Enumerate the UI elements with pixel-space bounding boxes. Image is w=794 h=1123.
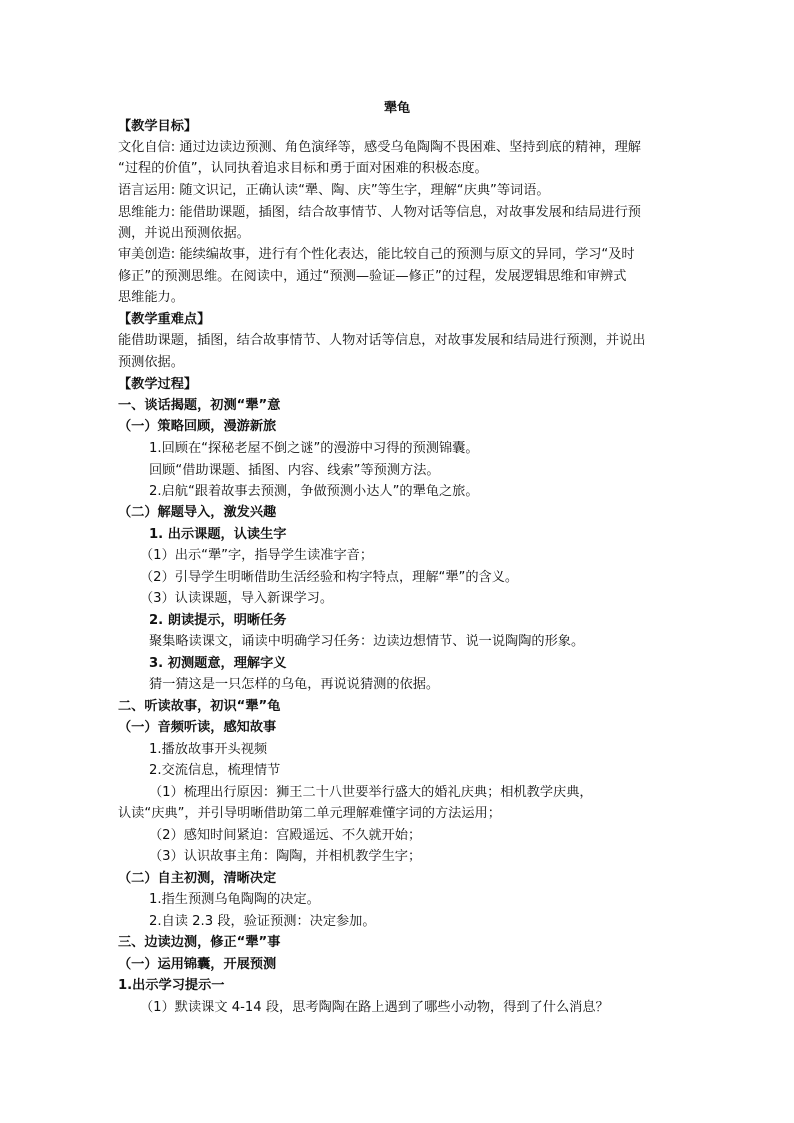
text-line: 2.交流信息，梳理情节	[149, 763, 281, 778]
section-heading-key-points: 【教学重难点】	[118, 312, 211, 327]
text-line: 审美创造: 能续编故事，进行有个性化表达，能比较自己的预测与原文的异同，学习“及时	[118, 247, 635, 262]
heading-level3: 2. 朗读提示，明晰任务	[149, 613, 287, 628]
text-line: （2）引导学生明晰借助生活经验和构字特点，理解“犟”的含义。	[140, 570, 519, 585]
text-line: 测，并说出预测依据。	[118, 226, 250, 241]
text-line: 1.指生预测乌龟陶陶的决定。	[149, 892, 320, 907]
heading-level2: （一）运用锦囊，开展预测	[118, 957, 277, 972]
text-line: （3）认读课题，导入新课学习。	[140, 591, 334, 606]
section-heading-process: 【教学过程】	[118, 377, 198, 392]
heading-level3: 3. 初测题意，理解字义	[149, 656, 287, 671]
text-line: 思维能力。	[118, 290, 184, 305]
section-heading-goals: 【教学目标】	[118, 119, 198, 134]
heading-level3: 1. 出示课题，认读生字	[149, 527, 287, 542]
text-line: 回顾“借助课题、插图、内容、线索”等预测方法。	[149, 463, 440, 478]
text-line: 1.回顾在“探秘老屋不倒之谜”的漫游中习得的预测锦囊。	[149, 441, 479, 456]
text-line: 能借助课题，插图，结合故事情节、人物对话等信息，对故事发展和结局进行预测，并说出	[118, 333, 646, 348]
text-line: 修正”的预测思维。在阅读中，通过“预测—验证—修正”的过程，发展逻辑思维和审辨式	[118, 269, 627, 284]
heading-level3: 1.出示学习提示一	[118, 978, 225, 993]
text-line: （1）默读课文 4-14 段，思考陶陶在路上遇到了哪些小动物，得到了什么消息？	[140, 1000, 609, 1015]
text-line: 文化自信: 通过边读边预测、角色演绎等，感受乌龟陶陶不畏困难、坚持到底的精神，理解	[118, 140, 641, 155]
heading-level2: （二）解题导入，激发兴趣	[118, 505, 277, 520]
text-line: 1.播放故事开头视频	[149, 742, 268, 757]
heading-level1: 一、谈话揭题，初测“犟”意	[118, 398, 281, 413]
heading-level1: 二、听读故事，初识“犟”龟	[118, 699, 281, 714]
text-line: 认读“庆典”，并引导明晰借助第二单元理解难懂字词的方法运用；	[118, 806, 501, 821]
heading-level1: 三、边读边测，修正“犟”事	[118, 935, 281, 950]
text-line: “过程的价值”，认同执着追求目标和勇于面对困难的积极态度。	[118, 161, 488, 176]
text-line: 2.自读 2.3 段，验证预测：决定参加。	[149, 914, 376, 929]
document-title: 犟龟	[383, 101, 411, 116]
text-line: （1）梳理出行原因：狮王二十八世要举行盛大的婚礼庆典；相机教学庆典，	[149, 785, 593, 800]
text-line: 语言运用: 随文识记，正确认读“犟、陶、庆”等生字，理解“庆典”等词语。	[118, 183, 550, 198]
heading-level2: （二）自主初测，清晰决定	[118, 871, 277, 886]
text-line: （3）认识故事主角：陶陶，并相机教学生字；	[149, 849, 422, 864]
heading-level2: （一）策略回顾，漫游新旅	[118, 419, 277, 434]
text-line: 思维能力: 能借助课题，插图，结合故事情节、人物对话等信息，对故事发展和结局进行预	[118, 205, 641, 220]
text-line: 聚集略读课文，诵读中明确学习任务：边读边想情节、说一说陶陶的形象。	[149, 634, 585, 649]
text-line: （1）出示“犟”字，指导学生读准字音；	[140, 548, 374, 563]
text-line: 预测依据。	[118, 355, 184, 370]
heading-level2: （一）音频听读，感知故事	[118, 720, 277, 735]
text-line: 猜一猜这是一只怎样的乌龟，再说说猜测的依据。	[149, 677, 440, 692]
text-line: （2）感知时间紧迫：宫殿遥远、不久就开始；	[149, 828, 422, 843]
text-line: 2.启航“跟着故事去预测，争做预测小达人”的犟龟之旅。	[149, 484, 479, 499]
